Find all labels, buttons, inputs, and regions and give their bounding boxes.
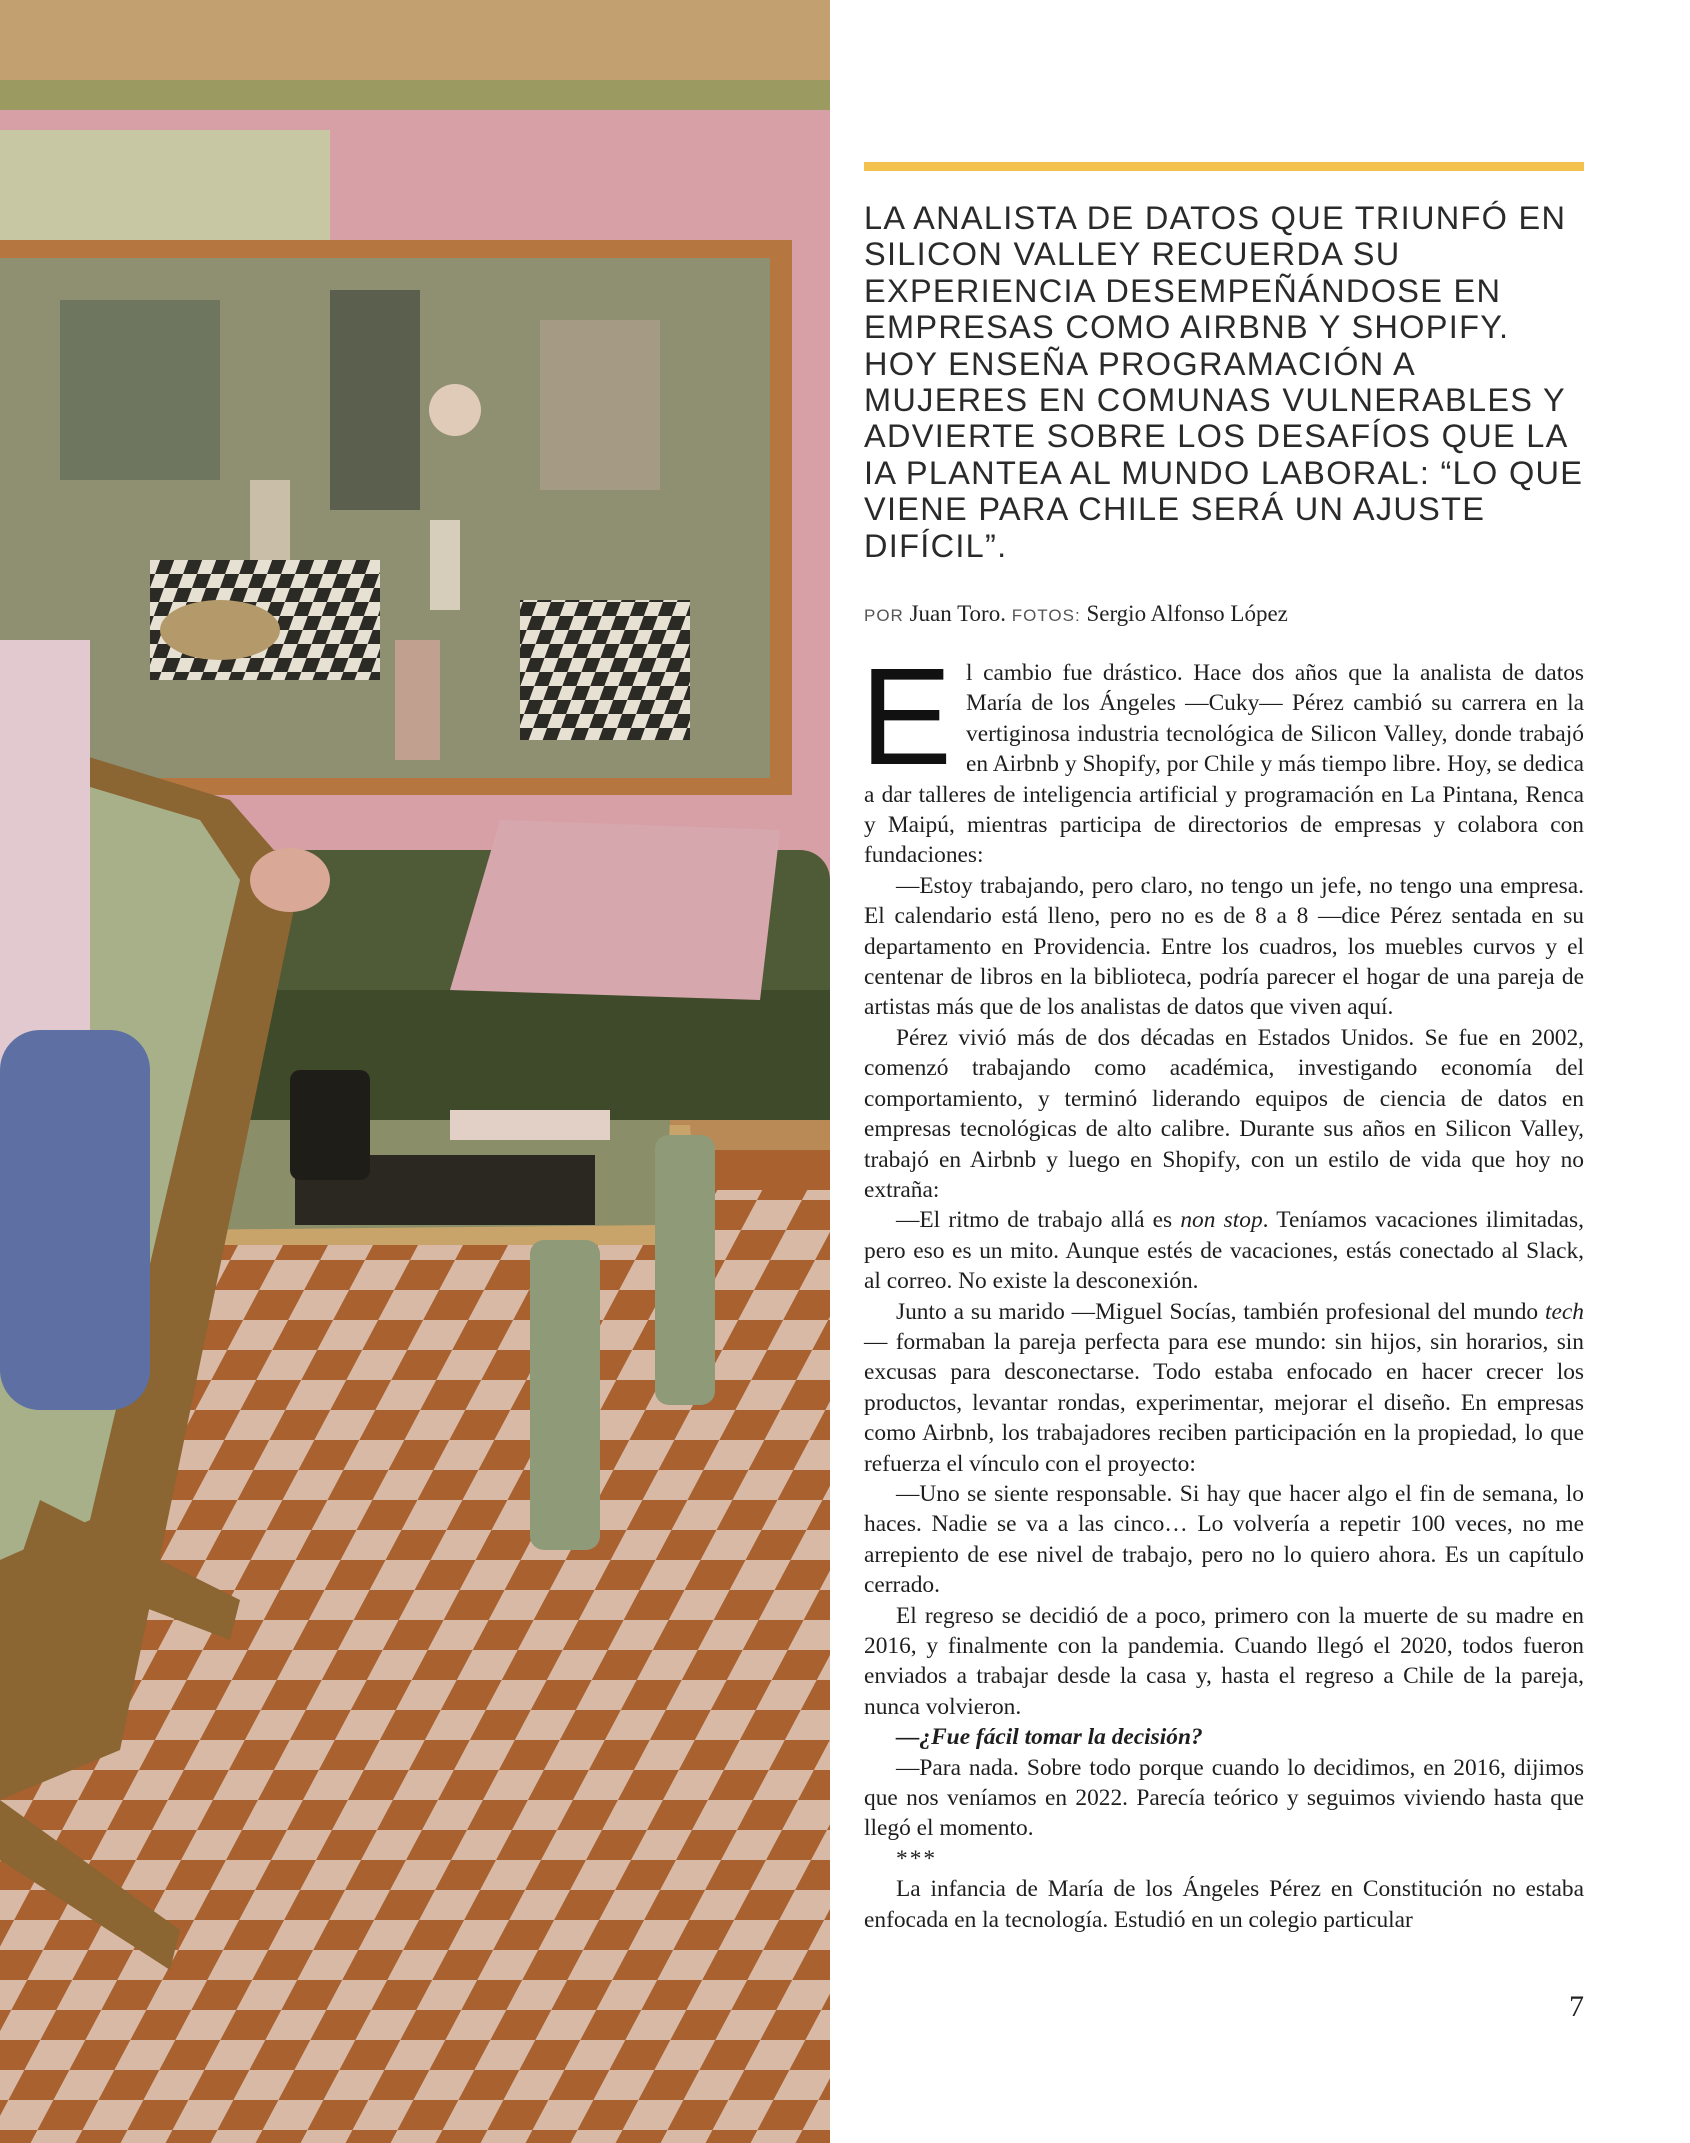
paragraph-text: — formaban la pareja perfecta para ese mundo: sin hijos, sin horarios, sin excusas para desconectarse. Todo estaba enfocado en hacer crecer los productos, levantar rondas, experimentar, mejorar el diseño. En empresas como Airbnb, los trabajadores reciben participación en la propiedad, lo que refuerza el vínculo con el proyecto:	[864, 1328, 1584, 1477]
paragraph-text: —El ritmo de trabajo allá es	[896, 1207, 1181, 1234]
page-number: 7	[1569, 1990, 1584, 2023]
paragraph: La infancia de María de los Ángeles Pérez en Constitución no estaba enfocada en la tecnología. Estudió en un colegio particular	[864, 1876, 1584, 1933]
paragraph: —Estoy trabajando, pero claro, no tengo un jefe, no tengo una empresa. El calendario está lleno, pero no es de 8 a 8 —dice Pérez sentada en su departamento en Providencia. Entre los cuadros, los muebles curvos y el centenar de libros en la biblioteca, podría parecer el hogar de una pareja de artistas más que de los analistas de datos que viven aquí.	[864, 872, 1584, 1021]
cushion	[450, 820, 780, 1000]
article-body	[860, 640, 1584, 1935]
emphasis: tech	[1545, 1298, 1584, 1325]
paragraph-text: Junto a su marido —Miguel Socías, también profesional del mundo	[896, 1298, 1546, 1325]
living-room-illustration	[0, 0, 830, 2143]
paragraph: —Uno se siente responsable. Si hay que hacer algo el fin de semana, lo haces. Nadie se va a las cinco… Lo volvería a repetir 100 veces, no me arrepiento de ese nivel de trabajo, pero no lo quiero ahora. Es un capítulo cerrado.	[864, 1480, 1584, 1599]
byline-author: Juan Toro.	[909, 601, 1006, 626]
emphasis: non stop	[1180, 1207, 1263, 1234]
paragraph: Pérez vivió más de dos décadas en Estados Unidos. Se fue en 2002, comenzó trabajando como académica, investigando economía del comportamiento, y terminó liderando equipos de ciencia de datos en empresas tecnológicas de alto calibre. Durante sus años en Silicon Valley, trabajó en Airbnb y luego en Shopify, con un estilo de vida que hoy no extraña:	[864, 1024, 1584, 1203]
person-jeans	[0, 1030, 150, 1410]
paragraph-text: l cambio fue drástico. Hace dos años que la analista de datos María de los Ángeles —Cuky— Pérez cambió su carrera en la vertiginosa industria tecnológica de Silicon Valley, donde trabajó en Airbnb y Shopify, por Chile y más tiempo libre. Hoy, se dedica a dar talleres de inteligencia artificial y programación en La Pintana, Renca y Maipú, mientras participa de directorios de empresas y colabora con fundaciones:	[864, 660, 1584, 869]
byline-por-label: POR	[864, 606, 904, 625]
section-separator: ***	[896, 1845, 938, 1872]
interview-question: —¿Fue fácil tomar la decisión?	[896, 1724, 1203, 1751]
byline-photographer: Sergio Alfonso López	[1086, 601, 1288, 626]
paragraph: —Para nada. Sobre todo porque cuando lo decidimos, en 2016, dijimos que nos veníamos en 2022. Parecía teórico y seguimos viviendo hasta que llegó el momento.	[864, 1754, 1584, 1842]
paragraph	[860, 640, 1584, 871]
paragraph	[864, 1297, 1584, 1479]
byline	[864, 601, 1584, 627]
paragraph: El regreso se decidió de a poco, primero con la muerte de su madre en 2016, y finalmente con la pandemia. Cuando llegó el 2020, todos fueron enviados a trabajar desde la casa y, hasta el regreso a Chile de la pareja, nunca volvieron.	[864, 1602, 1584, 1720]
paragraph	[864, 1205, 1584, 1296]
byline-fotos-label: FOTOS:	[1011, 606, 1081, 625]
accent-rule	[864, 162, 1584, 171]
interior-photo	[0, 0, 830, 2143]
drop-cap: E	[860, 640, 953, 794]
article-column	[860, 0, 1584, 2143]
paragraph-text: . Teníamos vacaciones ilimitadas, pero eso es un mito. Aunque estés de vacaciones, estás conectado al Slack, al correo. No existe la desconexión.	[864, 1207, 1584, 1295]
article-deck: LA ANALISTA DE DATOS QUE TRIUNFÓ EN SILICON VALLEY RECUERDA SU EXPERIENCIA DESEMPEÑÁNDOSE EN EMPRESAS COMO AIRBNB Y SHOPIFY. HOY ENSEÑA PROGRAMACIÓN A MUJERES EN COMUNAS VULNERABLES Y ADVIERTE SOBRE LOS DESAFÍOS QUE LA IA PLANTEA AL MUNDO LABORAL: “LO QUE VIENE PARA CHILE SERÁ UN AJUSTE DIFÍCIL”.	[864, 200, 1584, 564]
